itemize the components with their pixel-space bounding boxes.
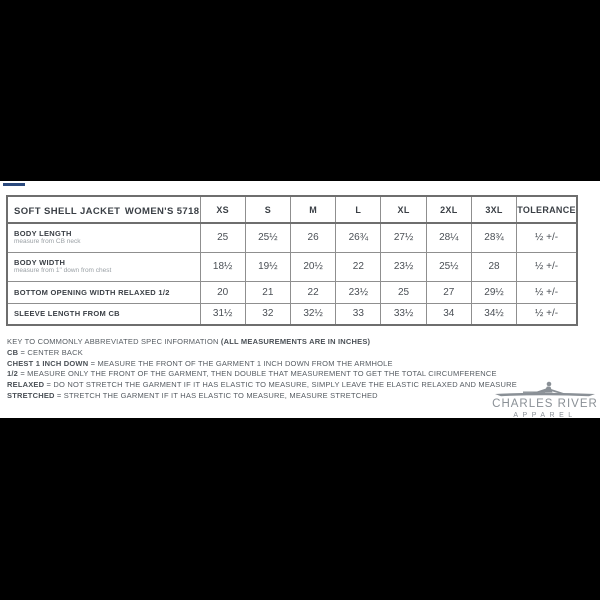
col-header-s: S xyxy=(245,196,290,223)
table-row-bottom-opening xyxy=(7,281,577,303)
table-header-row xyxy=(7,196,577,223)
tolerance-cell: ½ +/- xyxy=(517,281,577,303)
row-label: SLEEVE LENGTH FROM CB xyxy=(14,309,120,319)
spec-cell: 28¼ xyxy=(426,223,471,252)
product-title: SOFT SHELL JACKET xyxy=(14,205,121,217)
key-line-relaxed: RELAXED = DO NOT STRETCH THE GARMENT IF IT HAS ELASTIC TO MEASURE, SIMPLY LEAVE THE ELASTIC RELAXED AND MEASURE xyxy=(7,380,517,390)
spec-cell: 23½ xyxy=(336,281,381,303)
spec-cell: 34 xyxy=(426,303,471,325)
col-header-l: L xyxy=(336,196,381,223)
spec-cell: 20 xyxy=(200,281,245,303)
row-sublabel: measure from CB neck xyxy=(14,238,81,246)
key-line-cb: CB = CENTER BACK xyxy=(7,347,83,357)
table-row-sleeve-length xyxy=(7,303,577,325)
row-label-cell xyxy=(7,281,200,303)
spec-cell: 18½ xyxy=(200,252,245,281)
navy-corner-mark xyxy=(3,183,25,186)
spec-cell: 26 xyxy=(290,223,335,252)
key-line-half: 1/2 = MEASURE ONLY THE FRONT OF THE GARMENT, THEN DOUBLE THAT MEASUREMENT TO GET THE TOTAL CIRCUMFERENCE xyxy=(7,369,497,379)
size-spec-table xyxy=(6,195,578,326)
row-label: BOTTOM OPENING WIDTH RELAXED 1/2 xyxy=(14,287,170,297)
row-sublabel: measure from 1" down from chest xyxy=(14,267,112,274)
tolerance-cell: ½ +/- xyxy=(517,223,577,252)
row-label-cell xyxy=(7,252,200,281)
table-row-body-length xyxy=(7,223,577,252)
spec-cell: 33½ xyxy=(381,303,426,325)
col-header-m: M xyxy=(290,196,335,223)
logo-brand-text: CHARLES RIVER xyxy=(492,398,598,410)
tolerance-cell: ½ +/- xyxy=(517,303,577,325)
col-header-xs: XS xyxy=(200,196,245,223)
spec-cell: 25 xyxy=(381,281,426,303)
spec-cell: 22 xyxy=(336,252,381,281)
key-line-header: KEY TO COMMONLY ABBREVIATED SPEC INFORMATION (ALL MEASUREMENTS ARE IN INCHES) xyxy=(7,337,371,346)
product-style-number: WOMEN'S 5718 xyxy=(124,205,200,217)
logo-sub-text: APPAREL xyxy=(513,412,577,418)
row-label-cell xyxy=(7,223,200,252)
spec-cell: 19½ xyxy=(245,252,290,281)
row-label-cell xyxy=(7,303,200,325)
spec-cell: 27 xyxy=(426,281,471,303)
spec-cell: 28¾ xyxy=(471,223,516,252)
spec-cell: 31½ xyxy=(200,303,245,325)
col-header-3xl: 3XL xyxy=(471,196,516,223)
row-label: BODY LENGTH xyxy=(14,229,72,239)
key-line-stretched: STRETCHED = STRETCH THE GARMENT IF IT HAS ELASTIC TO MEASURE, MEASURE STRETCHED xyxy=(7,390,378,400)
rower-icon xyxy=(493,381,597,398)
row-label: BODY WIDTH xyxy=(14,258,66,267)
col-header-tolerance: TOLERANCE xyxy=(517,196,577,223)
spec-cell: 27½ xyxy=(381,223,426,252)
tolerance-cell: ½ +/- xyxy=(517,252,577,281)
charles-river-logo xyxy=(492,381,598,418)
spec-cell: 32 xyxy=(245,303,290,325)
spec-cell: 23½ xyxy=(381,252,426,281)
spec-cell: 34½ xyxy=(471,303,516,325)
spec-cell: 25 xyxy=(200,223,245,252)
spec-sheet xyxy=(0,181,600,418)
key-line-chest: CHEST 1 INCH DOWN = MEASURE THE FRONT OF THE GARMENT 1 INCH DOWN FROM THE ARMHOLE xyxy=(7,358,393,368)
spec-cell: 33 xyxy=(336,303,381,325)
table-row-body-width xyxy=(7,252,577,281)
col-header-2xl: 2XL xyxy=(426,196,471,223)
spec-cell: 29½ xyxy=(471,281,516,303)
spec-cell: 21 xyxy=(245,281,290,303)
spec-cell: 32½ xyxy=(290,303,335,325)
measurement-key xyxy=(7,337,517,402)
col-header-xl: XL xyxy=(381,196,426,223)
spec-cell: 22 xyxy=(290,281,335,303)
bottom-black-band xyxy=(0,418,600,600)
spec-cell: 25½ xyxy=(245,223,290,252)
spec-cell: 28 xyxy=(471,252,516,281)
top-black-band xyxy=(0,0,600,181)
spec-cell: 25½ xyxy=(426,252,471,281)
spec-cell: 26¾ xyxy=(336,223,381,252)
table-title-cell xyxy=(7,196,200,223)
spec-cell: 20½ xyxy=(290,252,335,281)
